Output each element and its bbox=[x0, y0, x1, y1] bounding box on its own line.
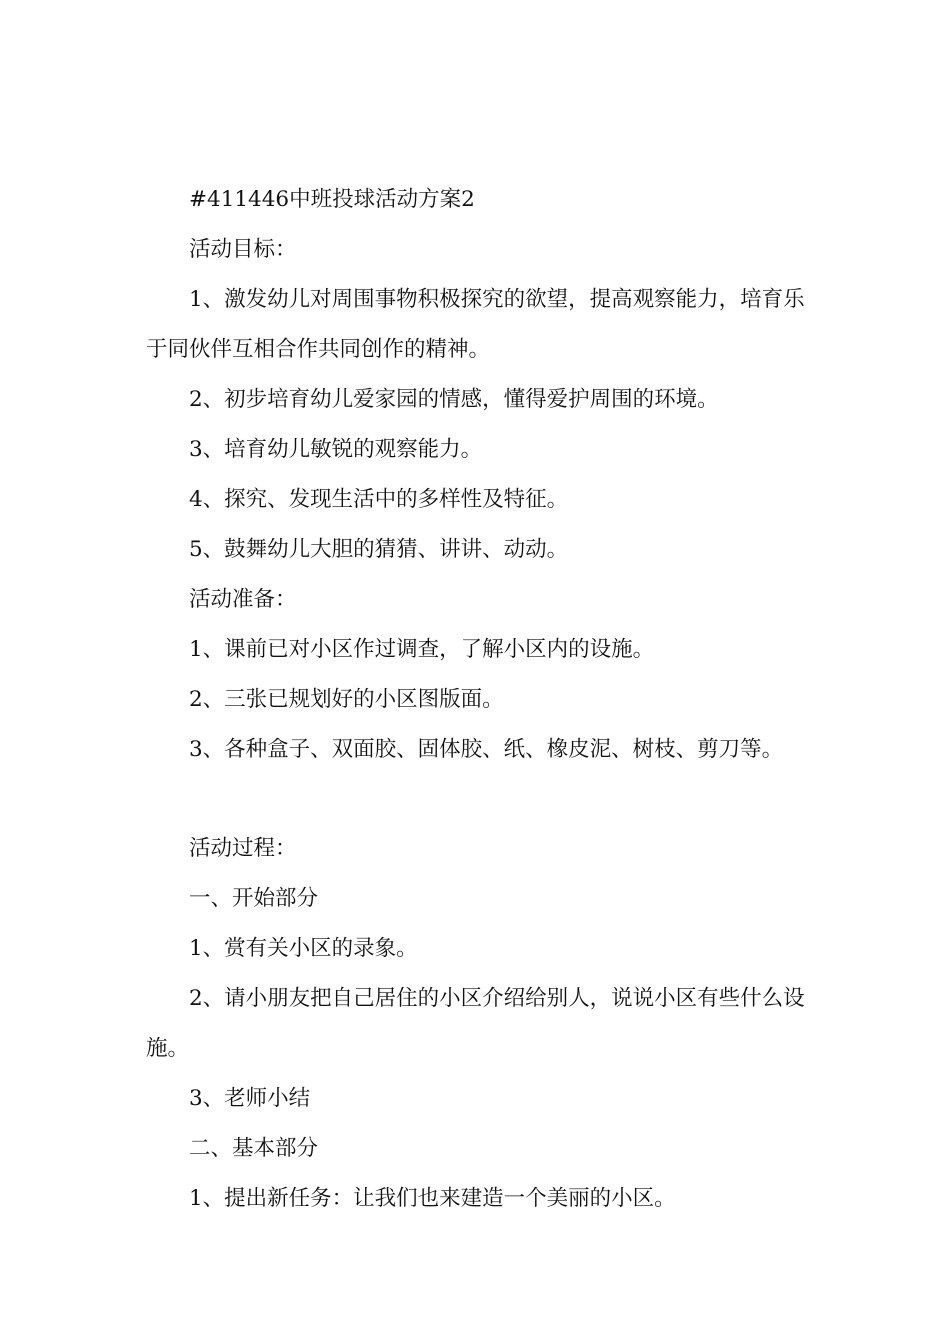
prep-item-2: 2、三张已规划好的小区图版面。 bbox=[189, 687, 504, 712]
goal-item-3: 3、培育幼儿敏锐的观察能力。 bbox=[189, 437, 483, 462]
process-heading: 活动过程： bbox=[189, 836, 297, 861]
goal-item-2: 2、初步培育幼儿爱家园的情感，懂得爱护周围的环境。 bbox=[189, 387, 719, 412]
part2-item-1: 1、提出新任务：让我们也来建造一个美丽的小区。 bbox=[189, 1186, 676, 1211]
prep-item-3: 3、各种盒子、双面胶、固体胶、纸、橡皮泥、树枝、剪刀等。 bbox=[189, 737, 784, 762]
goal-item-5: 5、鼓舞幼儿大胆的猜猜、讲讲、动动。 bbox=[189, 537, 569, 562]
goal-item-4: 4、探究、发现生活中的多样性及特征。 bbox=[189, 487, 569, 512]
part1-item-1: 1、赏有关小区的录象。 bbox=[189, 936, 418, 961]
document-title: #411446中班投球活动方案2 bbox=[189, 187, 475, 212]
prep-item-1: 1、课前已对小区作过调查，了解小区内的设施。 bbox=[189, 637, 655, 662]
part1-item-2: 2、请小朋友把自己居住的小区介绍给别人，说说小区有些什么设施。 bbox=[146, 986, 805, 1061]
part1-item-3: 3、老师小结 bbox=[189, 1086, 311, 1111]
goals-heading: 活动目标： bbox=[189, 237, 297, 262]
part2-heading: 二、基本部分 bbox=[189, 1136, 319, 1161]
prep-heading: 活动准备： bbox=[189, 587, 297, 612]
goal-item-1: 1、激发幼儿对周围事物积极探究的欲望，提高观察能力，培育乐于同伙伴互相合作共同创作的精神。 bbox=[146, 287, 805, 362]
part1-heading: 一、开始部分 bbox=[189, 886, 319, 911]
